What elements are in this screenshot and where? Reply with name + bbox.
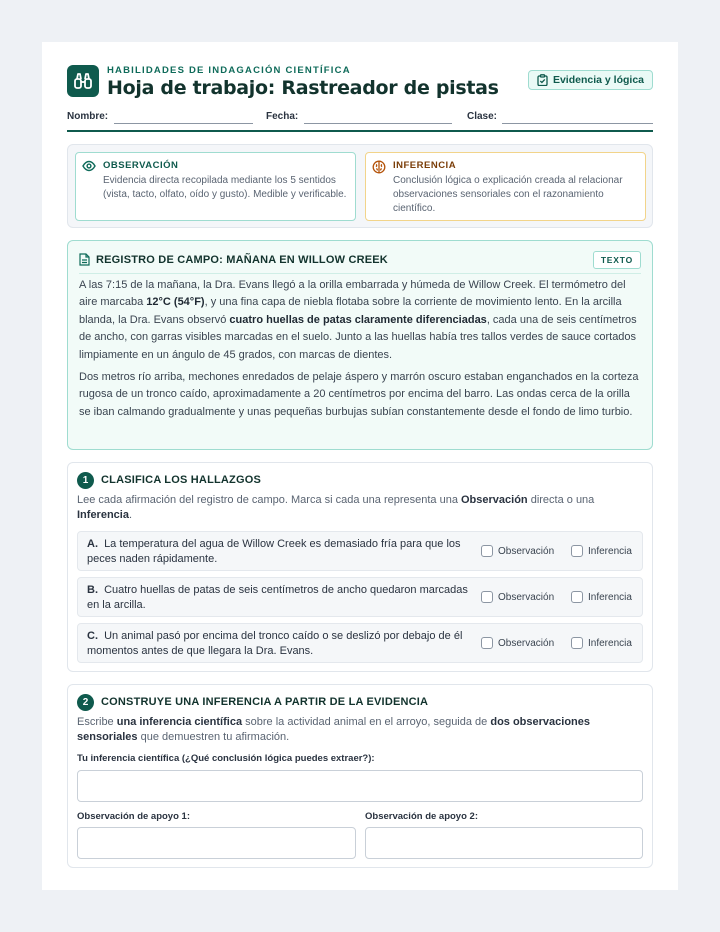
field-log-paragraph-2: Dos metros río arriba, mechones enredados de pelaje áspero y marrón oscuro estaban enganchados en la corteza rugosa de un tronco caído, aproximadamente a 20 centímetros por encima del barro. Las ondas cerca de la orilla se iban calmando gradualmente y unas pequeñas burbujas subían constantemente desde el fondo de limo turbio. bbox=[79, 371, 639, 418]
field-log-paragraph-1: A las 7:15 de la mañana, la Dra. Evans llegó a la orilla embarrada y húmeda de Willow Creek. El termómetro del aire marcaba 12°C (54°F), y una fina capa de niebla flotaba sobre la corriente de movimiento lento. En la arcilla blanda, la Dra. Evans observó cuatro huellas de patas claramente diferenciadas, cada una de seis centímetros de ancho, con garras visibles marcadas en el suelo. Junto a las huellas había tres tallos verdes de sauce cortados limpiamente en un ángulo de 45 grados, con marcas de dientes. bbox=[79, 279, 637, 361]
support-1-label: Observación de apoyo 1: bbox=[77, 811, 190, 822]
field-log-card bbox=[67, 240, 653, 450]
field-log-body bbox=[79, 277, 641, 421]
checkbox[interactable] bbox=[481, 591, 493, 603]
header-kicker: HABILIDADES DE INDAGACIÓN CIENTÍFICA bbox=[107, 65, 351, 76]
section-number: 2 bbox=[77, 694, 94, 711]
observation-text: Evidencia directa recopilada mediante los 5 sentidos (vista, tacto, olfato, oído y gusto). Medible y verificable. bbox=[103, 175, 347, 200]
checkbox[interactable] bbox=[571, 545, 583, 557]
statement-text: A. La temperatura del agua de Willow Creek es demasiado fría para que los peces naden rápidamente. bbox=[87, 538, 461, 565]
statement-item bbox=[77, 531, 643, 571]
text-tag: TEXTO bbox=[593, 251, 641, 269]
construct-inference-section bbox=[67, 684, 653, 868]
clipboard-check-icon bbox=[537, 74, 548, 86]
date-label: Fecha: bbox=[266, 111, 299, 122]
eye-icon bbox=[82, 160, 96, 172]
section-number: 1 bbox=[77, 472, 94, 489]
section-title: CLASIFICA LOS HALLAZGOS bbox=[101, 474, 262, 486]
checkbox[interactable] bbox=[481, 637, 493, 649]
observation-option[interactable]: Observación bbox=[481, 545, 554, 557]
checkbox[interactable] bbox=[571, 637, 583, 649]
inference-field-label: Tu inferencia científica (¿Qué conclusión lógica puedes extraer?): bbox=[77, 753, 375, 764]
observation-title: OBSERVACIÓN bbox=[103, 160, 179, 171]
section-description: Escribe una inferencia científica sobre la actividad animal en el arroyo, seguida de dos observaciones sensoriales que demuestren tu afirmación. bbox=[77, 716, 590, 743]
support-2-label: Observación de apoyo 2: bbox=[365, 811, 478, 822]
badge-label: Evidencia y lógica bbox=[552, 74, 644, 86]
statement-text: B. Cuatro huellas de patas de seis centímetros de ancho quedaron marcadas en la arcilla. bbox=[87, 584, 468, 611]
inference-option[interactable]: Inferencia bbox=[571, 545, 632, 557]
class-field[interactable] bbox=[502, 123, 653, 124]
inference-title: INFERENCIA bbox=[393, 160, 457, 171]
field-log-header bbox=[79, 251, 641, 273]
observation-definition bbox=[75, 152, 356, 221]
field-log-divider bbox=[79, 273, 641, 274]
definitions-panel bbox=[67, 144, 653, 228]
date-field[interactable] bbox=[304, 123, 452, 124]
student-info-row bbox=[67, 110, 653, 126]
worksheet bbox=[42, 42, 678, 890]
statement-text: C. Un animal pasó por encima del tronco caído o se deslizó por debajo de él momentos antes de que llegara la Dra. Evans. bbox=[87, 630, 463, 657]
inference-definition bbox=[365, 152, 646, 221]
support-1-input[interactable] bbox=[77, 827, 356, 859]
evidence-badge bbox=[528, 70, 653, 90]
statement-item bbox=[77, 623, 643, 663]
inference-text: Conclusión lógica o explicación creada al relacionar observaciones sensoriales con el razonamiento científico. bbox=[393, 175, 623, 214]
inference-input[interactable] bbox=[77, 770, 643, 802]
name-field[interactable] bbox=[114, 123, 253, 124]
inference-option[interactable]: Inferencia bbox=[571, 637, 632, 649]
field-log-title: REGISTRO DE CAMPO: MAÑANA EN WILLOW CREEK bbox=[96, 254, 388, 266]
observation-option[interactable]: Observación bbox=[481, 637, 554, 649]
inference-option[interactable]: Inferencia bbox=[571, 591, 632, 603]
classify-section bbox=[67, 462, 653, 672]
support-2-input[interactable] bbox=[365, 827, 643, 859]
brain-icon bbox=[372, 160, 386, 174]
checkbox[interactable] bbox=[571, 591, 583, 603]
header-divider bbox=[67, 130, 653, 132]
checkbox[interactable] bbox=[481, 545, 493, 557]
binoculars-icon bbox=[67, 65, 99, 97]
class-label: Clase: bbox=[467, 111, 498, 122]
document-icon bbox=[79, 253, 90, 266]
statement-item bbox=[77, 577, 643, 617]
section-title: CONSTRUYE UNA INFERENCIA A PARTIR DE LA EVIDENCIA bbox=[101, 696, 429, 708]
section-description: Lee cada afirmación del registro de campo. Marca si cada una representa una Observación directa o una Inferencia. bbox=[77, 494, 595, 521]
name-label: Nombre: bbox=[67, 111, 109, 122]
observation-option[interactable]: Observación bbox=[481, 591, 554, 603]
page-title: Hoja de trabajo: Rastreador de pistas bbox=[107, 77, 499, 99]
